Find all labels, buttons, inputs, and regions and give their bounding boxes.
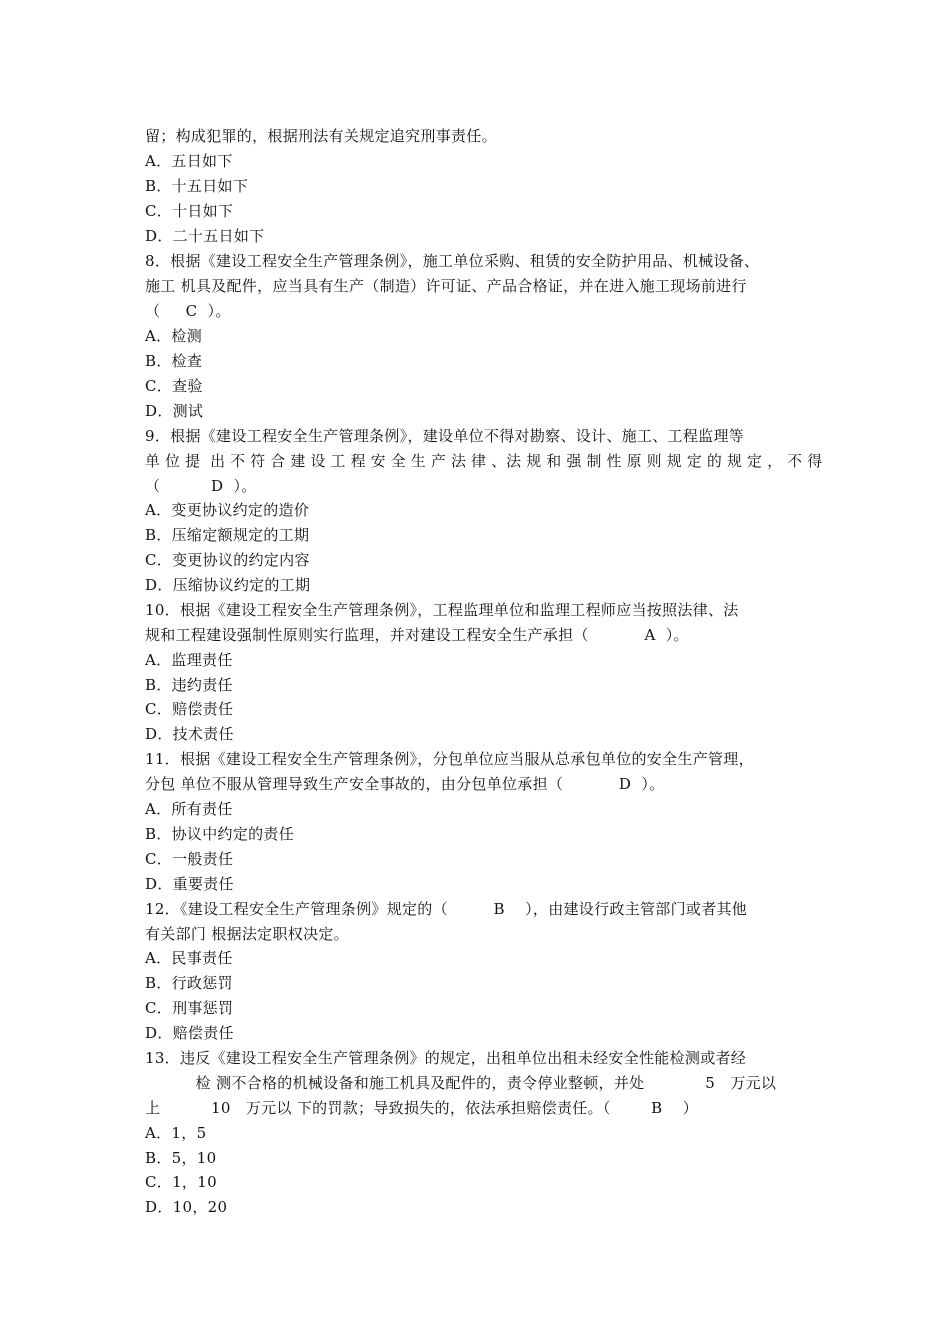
option-line: C．变更协议的约定内容: [145, 551, 310, 569]
option-line: B．协议中约定的责任: [145, 825, 295, 843]
option-line: D．压缩协议约定的工期: [145, 576, 311, 594]
text-line: 分包 单位不服从管理导致生产安全事故的，由分包单位承担（ D ）。: [145, 775, 665, 793]
text-line: 规和工程建设强制性原则实行监理，并对建设工程安全生产承担（ A ）。: [145, 626, 689, 644]
option-line: C．一般责任: [145, 850, 234, 868]
text-line: 上 10 万元以 下的罚款；导致损失的，依法承担赔偿责任。（ B ）: [145, 1099, 699, 1117]
option-line: B．违约责任: [145, 676, 233, 694]
question-12: 12．《建设工程安全生产管理条例》规定的（ B ），由建设行政主管部门或者其他: [145, 900, 748, 918]
question-11: 11．根据《建设工程安全生产管理条例》，分包单位应当服从总承包单位的安全生产管理，: [145, 750, 754, 768]
option-line: A．变更协议约定的造价: [145, 501, 310, 519]
option-line: B．5，10: [145, 1149, 217, 1167]
text-line: 单 位 提 出 不 符 合 建 设 工 程 安 全 生 产 法 律 、法 规 和 强 制 性 原 则 规 定 的 规 定 ， 不 得: [145, 452, 823, 470]
option-line: C．十日如下: [145, 202, 234, 220]
question-9: 9．根据《建设工程安全生产管理条例》，建设单位不得对勘察、设计、施工、工程监理等: [145, 427, 745, 445]
option-line: C．刑事惩罚: [145, 999, 234, 1017]
answer-line: （ D ）。: [145, 477, 257, 495]
option-line: A．检测: [145, 327, 203, 345]
option-line: B．压缩定额规定的工期: [145, 526, 310, 544]
option-line: B．行政惩罚: [145, 974, 233, 992]
question-13: 13．违反《建设工程安全生产管理条例》的规定，出租单位出租未经安全性能检测或者经: [145, 1049, 747, 1067]
option-line: D．技术责任: [145, 725, 234, 743]
text-line: 有关部门 根据法定职权决定。: [145, 925, 349, 943]
option-line: A．民事责任: [145, 949, 233, 967]
text-line: 施工 机具及配件，应当具有生产（制造）许可证、产品合格证，并在进入施工现场前进行: [145, 277, 747, 295]
option-line: D．重要责任: [145, 875, 234, 893]
option-line: C．1，10: [145, 1173, 217, 1191]
option-line: D．10，20: [145, 1198, 228, 1216]
question-8: 8．根据《建设工程安全生产管理条例》，施工单位采购、租赁的安全防护用品、机械设备、: [145, 252, 760, 270]
text-line: 留；构成犯罪的，根据刑法有关规定追究刑事责任。: [145, 127, 497, 145]
option-line: C．查验: [145, 377, 203, 395]
option-line: B．检查: [145, 352, 203, 370]
option-line: D．二十五日如下: [145, 227, 265, 245]
option-line: A．监理责任: [145, 651, 233, 669]
option-line: B．十五日如下: [145, 177, 249, 195]
option-line: C．赔偿责任: [145, 700, 234, 718]
option-line: D．赔偿责任: [145, 1024, 234, 1042]
option-line: A．五日如下: [145, 152, 233, 170]
option-line: A．所有责任: [145, 800, 233, 818]
text-line: 检 测不合格的机械设备和施工机具及配件的，责令停业整顿，并处 5 万元以: [145, 1074, 777, 1092]
answer-line: （ C ）。: [145, 302, 231, 320]
option-line: D．测试: [145, 402, 204, 420]
option-line: A．1，5: [145, 1124, 207, 1142]
question-10: 10．根据《建设工程安全生产管理条例》，工程监理单位和监理工程师应当按照法律、法: [145, 601, 739, 619]
